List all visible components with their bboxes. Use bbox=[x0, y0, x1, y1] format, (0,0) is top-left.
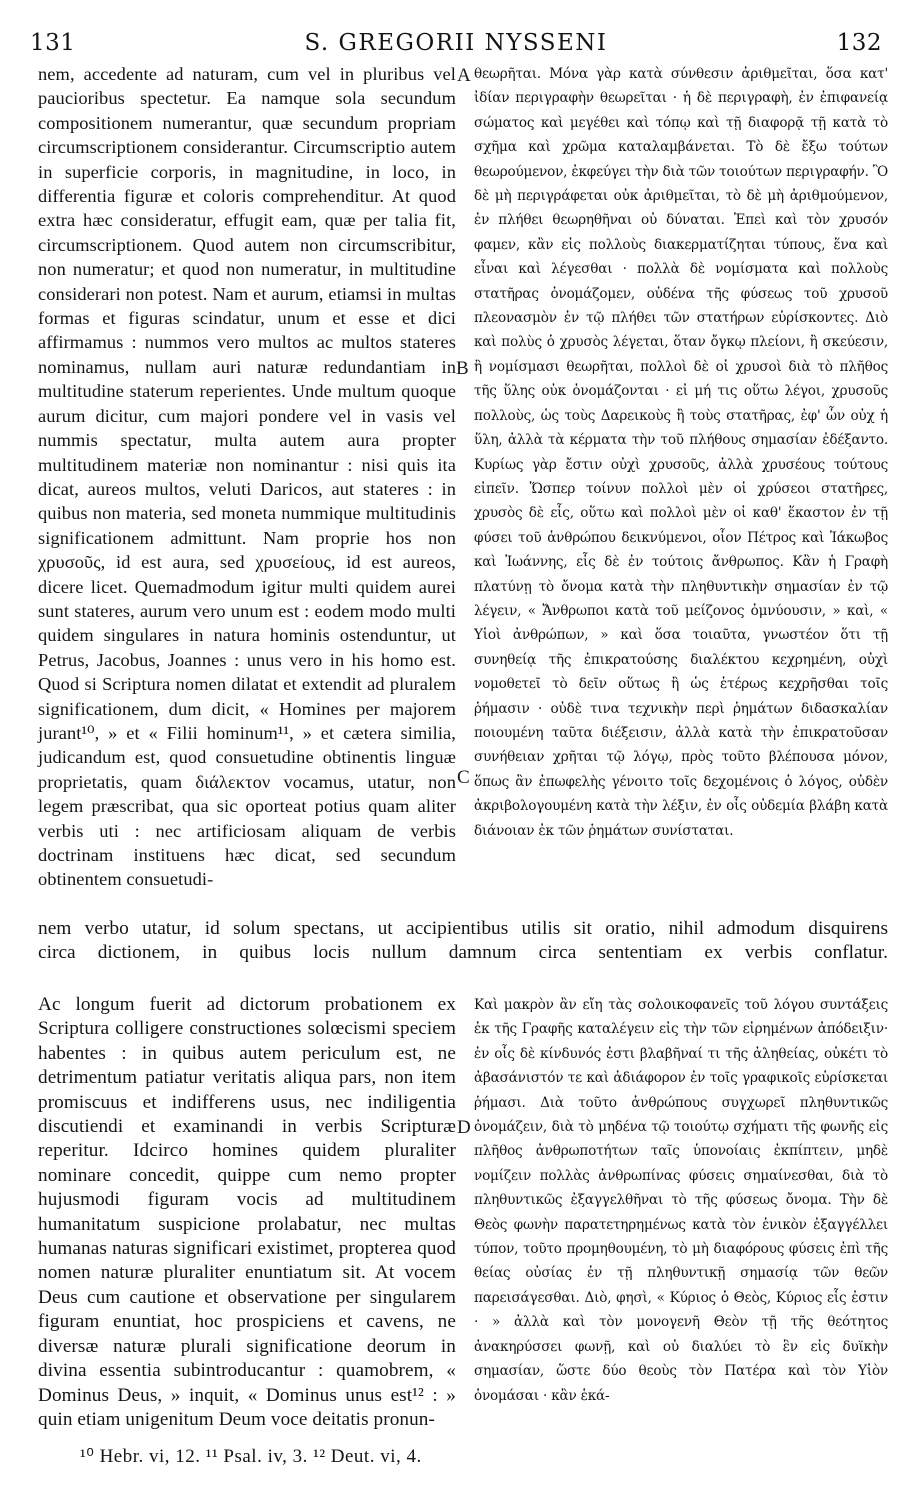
margin-letter-d: D bbox=[457, 1117, 471, 1138]
latin-column-upper: nem, accedente ad naturam, cum vel in pluribus vel paucioribus spectetur. Ea namque sola secundum compositionem numerantur, quæ secundum propriam circumscriptionem considerantur. Circumscriptio autem in superficie corporis, in magnitudine, in loco, in differentia figuræ et coloris comprehenditur. At quod extra hæc consideratur, effugit eam, quæ per talia fit, circumscriptionem. Quod autem non circumscribitur, non numeratur; et quod non numeratur, in multitudine considerari non potest. Nam et aurum, etiamsi in multas formas et figuras scindatur, unum et esse et dici affirmamus : nummos vero multos ac multos stateres nominamus, nullam auri naturæ redundantiam in multitudine staterum reperientes. Unde multum quoque aurum dicitur, cum majori pondere vel in vasis vel nummis spectatur, multa autem aura propter multitudinem materiæ non nominantur : nisi quis ita dicat, aureos multos, veluti Daricos, aut stateres : in quibus non materia, sed moneta nummique multitudinis significationem admittunt. Nam proprie hos non χρυσοῦς, id est aura, sed χρυσείους, id est aureos, dicere licet. Quemadmodum igitur multi quidem aurei sunt stateres, aurum vero unum est : eodem modo multi quidem singulares in natura hominis ostenduntur, ut Petrus, Jacobus, Joannes : unus vero in his homo est. Quod si Scriptura nomen dilatat et extendit ad pluralem significationem, dum dicit, « Homines per majorem jurant¹⁰, » et « Filii hominum¹¹, » et cætera similia, judicandum est, quod consuetudine obtinentis linguæ proprietatis, quam διάλεκτον vocamus, utatur, non legem præscribat, qua sic oporteat potius quam aliter verbis uti : nec artificiosam aliquam de verbis doctrinam instituens hæc dicat, sed secundum obtinentem consuetudi- bbox=[38, 64, 456, 890]
latin-full-width-continuation bbox=[38, 917, 888, 966]
margin-letter-b: B bbox=[456, 358, 469, 379]
greek-column-upper: θεωρῆται. Μόνα γὰρ κατὰ σύνθεσιν ἀριθμεῖται, ὅσα κατ' ἰδίαν περιγραφὴν θεωρεῖται · ἡ δὲ περιγραφὴ, ἐν ἐπιφανείᾳ σώματος καὶ μεγέθει καὶ τόπῳ καὶ τῇ διαφορᾷ τῇ κατὰ τὸ σχῆμα καὶ χρῶμα καταλαμβάνεται. Τὸ δὲ ἔξω τούτων θεωρούμενον, ἐκφεύγει τὴν διὰ τῶν τοιούτων περιγραφήν. Ὃ δὲ μὴ περιγράφεται οὐκ ἀριθμεῖται, τὸ δὲ μὴ ἀριθμούμενον, ἐν πλήθει θεωρηθῆναι οὐ δύναται. Ἐπεὶ καὶ τὸν χρυσόν φαμεν, κἂν εἰς πολλοὺς διακερματίζηται τύπους, ἕνα καὶ εἶναι καὶ λέγεσθαι · πολλὰ δὲ νομίσματα καὶ πολλοὺς στατῆρας ὀνομάζομεν, οὐδένα τῆς φύσεως τοῦ χρυσοῦ πλεονασμὸν ἐν τῷ πλήθει τῶν στατήρων εὑρίσκοντες. Διὸ καὶ πολὺς ὁ χρυσὸς λέγεται, ὅταν ὄγκῳ πλείονι, ἢ σκεύεσιν, ἢ νομίσμασι θεωρῆται, πολλοὶ δὲ οἱ χρυσοὶ διὰ τὸ πλῆθος τῆς ὕλης οὐκ ὀνομάζονται · εἰ μή τις οὕτω λέγοι, χρυσοῦς πολλοὺς, ὡς τοὺς Δαρεικοὺς ἢ τοὺς στατῆρας, ἐφ' ὧν οὐχ ἡ ὕλη, ἀλλὰ τὰ κέρματα τὴν τοῦ πλήθους σημασίαν ἐδέξαντο. Κυρίως γὰρ ἔστιν οὐχὶ χρυσοῦς, ἀλλὰ χρυσέους τούτους εἰπεῖν. Ὥσπερ τοίνυν πολλοὶ μὲν οἱ χρύσεοι στατῆρες, χρυσὸς δὲ εἷς, οὕτω καὶ πολλοὶ μὲν οἱ καθ' ἕκαστον ἐν τῇ φύσει τοῦ ἀνθρώπου δεικνύμενοι, οἷον Πέτρος καὶ Ἰάκωβος καὶ Ἰωάννης, εἷς δὲ ἐν τούτοις ἄνθρωπος. Κἂν ἡ Γραφὴ πλατύνῃ τὸ ὄνομα κατὰ τὴν πληθυντικὴν σημασίαν ἐν τῷ λέγειν, « Ἄνθρωποι κατὰ τοῦ μείζονος ὀμνύουσιν, » καὶ, « Υἱοὶ ἀνθρώπων, » καὶ ὅσα τοιαῦτα, γνωστέον ὅτι τῇ συνηθείᾳ τῆς ἐπικρατούσης διαλέκτου κεχρημένη, οὐχὶ νομοθετεῖ τὸ δεῖν οὕτως ἢ ὡς ἑτέρως κεχρῆσθαι τοῖς ῥήμασιν · οὐδὲ τινα τεχνικὴν περὶ ῥημάτων διδασκαλίαν ποιουμένη ταῦτα διέξεισιν, ἀλλὰ κατὰ τὴν ἐπικρατοῦσαν συνήθειαν χρῆται τῷ λόγῳ, πρὸς τοῦτο βλέπουσα μόνον, ὅπως ἂν ἐπωφελὴς γένοιτο τοῖς δεχομένοις ὁ λόγος, οὐδὲν ἀκριβολογουμένη κατὰ τὴν λέξιν, ἐν οἷς οὐδεμία βλάβη κατὰ διάνοιαν ἐκ τῶν ῥημάτων συνίσταται. bbox=[474, 66, 888, 839]
margin-letter-c: C bbox=[457, 767, 470, 788]
latin-span-line-1: nem verbo utatur, id solum spectans, ut accipientibus utilis sit oratio, nihil admodum disquirens bbox=[38, 918, 888, 939]
greek-column-lower: Καὶ μακρὸν ἂν εἴη τὰς σολοικοφανεῖς τοῦ λόγου συντάξεις ἐκ τῆς Γραφῆς καταλέγειν εἰς τὴν τῶν εἰρημένων ἀπόδειξιν· ἐν οἷς δὲ κίνδυνός ἐστι βλαβῆναί τι τῆς ἀληθείας, οὐκέτι τὸ ἀβασάνιστόν τε καὶ ἀδιάφορον ἐν τοῖς γραφικοῖς εὑρίσκεται ῥήμασι. Διὰ τοῦτο ἀνθρώπους συγχωρεῖ πληθυντικῶς ὀνομάζειν, διὰ τὸ μηδένα τῷ τοιούτῳ σχήματι τῆς φωνῆς εἰς πλῆθος ἀνθρωποτήτων ταῖς ὑπονοίαις ἐκπίπτειν, μηδὲ νομίζειν πολλὰς ἀνθρωπίνας φύσεις σημαίνεσθαι, διὰ τὸ πληθυντικῶς ἐξαγγελθῆναι τὸ τῆς φύσεως ὄνομα. Τὴν δὲ Θεὸς φωνὴν παρατετηρημένως κατὰ τὸν ἑνικὸν ἐξαγγέλλει τύπον, τοῦτο προμηθουμένη, τὸ μὴ διαφόρους φύσεις ἐπὶ τῆς θείας οὐσίας ἐν τῇ πληθυντικῇ σημασίᾳ τῶν θεῶν παρεισάγεσθαι. Διὸ, φησὶ, « Κύριος ὁ Θεὸς, Κύριος εἷς ἐστιν · » ἀλλὰ καὶ τὸν μονογενῆ Θεὸν τῇ τῆς θεότητος ἀνακηρύσσει φωνῇ, καὶ οὐ διαλύει τὸ ἓν εἰς δυϊκὴν σημασίαν, ὥστε δύο θεοὺς τὸν Πατέρα καὶ τὸν Υἱὸν ὀνομάσαι · κἂν ἑκά- bbox=[474, 997, 888, 1404]
page-number-right: 132 bbox=[836, 30, 882, 56]
page-number-left: 131 bbox=[30, 30, 76, 56]
latin-span-line-2: circa dictionem, in quibus locis nullum damnum circa sententiam ex verbis conflatur. bbox=[38, 942, 888, 964]
footnotes: ¹⁰ Hebr. vi, 12. ¹¹ Psal. iv, 3. ¹² Deut. vi, 4. bbox=[80, 1446, 422, 1467]
latin-column-lower: Ac longum fuerit ad dictorum probationem ex Scriptura colligere constructiones solœcismi speciem habentes : in quibus autem periculum est, ne detrimentum patiatur veritatis aliqua pars, non item promiscuus et indifferens usus, nec indiligentia discutiendi et examinandi in verbis Scripturæ reperitur. Idcirco homines quidem pluraliter nominare concedit, quippe cum nemo propter hujusmodi figuram vocis ad multitudinem humanitatum suspicione prolabatur, nec multas humanas naturas significari existimet, propterea quod nomen naturæ pluraliter enuntiatum sit. At vocem Deus cum cautione et observatione per singularem figuram enuntiat, hoc prospiciens et cavens, ne diversæ naturæ plurali significatione deorum in divina essentia subintroducantur : quamobrem, « Dominus Deus, » inquit, « Dominus unus est¹² : » quin etiam unigenitum Deum voce deitatis pronun- bbox=[38, 994, 456, 1430]
running-title: S. GREGORII NYSSENI bbox=[304, 30, 608, 56]
margin-letter-a: A bbox=[457, 65, 471, 86]
page-header bbox=[30, 30, 882, 64]
